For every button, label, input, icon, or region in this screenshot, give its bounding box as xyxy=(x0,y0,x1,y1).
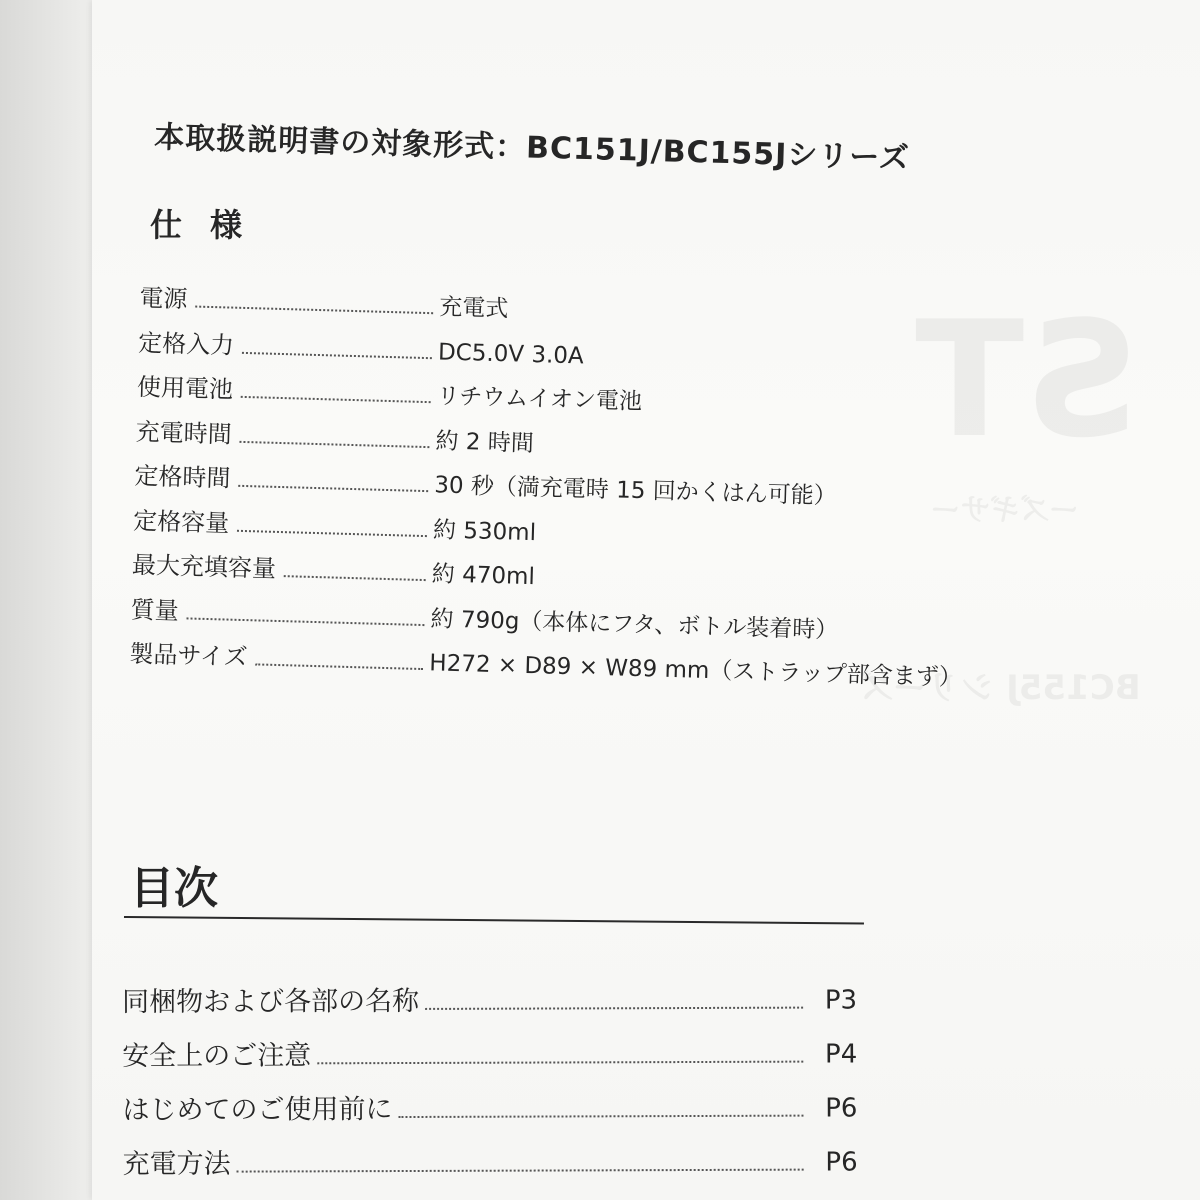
spec-label: 製品サイズ xyxy=(129,639,248,672)
toc-item-label: はじめてのご使用前に xyxy=(122,1094,393,1126)
toc-item xyxy=(122,977,857,1034)
spec-list xyxy=(129,278,1060,704)
leader-dots xyxy=(242,350,432,358)
leader-dots xyxy=(255,662,423,670)
spec-label: 使用電池 xyxy=(136,372,234,404)
show-through-ghost-text: ーズギサー xyxy=(930,493,1079,528)
spec-value: 約 2 時間 xyxy=(435,427,535,457)
toc-item-page: P4 xyxy=(824,1039,858,1070)
toc-item-label: 同梱物および各部の名称 xyxy=(122,985,420,1018)
spec-label: 定格容量 xyxy=(132,506,230,538)
page-title: 本取扱説明書の対象形式：BC151J/BC155Jシリーズ xyxy=(153,119,911,177)
spec-value: 約 790g（本体にフタ、ボトル装着時） xyxy=(430,605,839,644)
leader-dots xyxy=(186,616,424,626)
spec-heading: 仕様 xyxy=(150,206,271,244)
spec-value: 約 530ml xyxy=(432,516,537,546)
toc-heading: 目次 xyxy=(130,863,218,914)
spec-label: 充電時間 xyxy=(135,417,233,449)
spec-value: 充電式 xyxy=(438,294,509,323)
leader-dots xyxy=(241,395,431,403)
leader-dots xyxy=(284,574,426,581)
leader-dots xyxy=(237,528,427,536)
toc-item-page: P6 xyxy=(825,1147,858,1178)
leader-dots xyxy=(237,1168,804,1173)
spec-value: 30 秒（満充電時 15 回かくはん可能） xyxy=(433,472,838,510)
adjacent-page-edge xyxy=(0,0,95,1200)
toc-list xyxy=(122,977,858,1196)
toc-item xyxy=(123,1139,858,1196)
leader-dots xyxy=(239,439,429,447)
spec-label: 定格時間 xyxy=(134,461,231,493)
spec-value: H272 × D89 × W89 mm（ストラップ部含まず） xyxy=(428,650,963,692)
toc-item-page: P3 xyxy=(824,985,858,1016)
toc-item-label: 充電方法 xyxy=(122,1148,231,1180)
toc-item-page: P6 xyxy=(825,1093,858,1124)
leader-dots xyxy=(238,484,428,492)
spec-label: 定格入力 xyxy=(137,328,235,360)
spec-label: 電源 xyxy=(139,283,188,314)
spec-label: 質量 xyxy=(130,595,180,625)
leader-dots xyxy=(317,1060,803,1065)
leader-dots xyxy=(425,1006,803,1010)
spec-label: 最大充填容量 xyxy=(131,550,277,583)
leader-dots xyxy=(398,1114,803,1118)
toc-item-label: 安全上のご注意 xyxy=(122,1040,312,1072)
spec-value: DC5.0V 3.0A xyxy=(437,338,585,369)
show-through-ghost: ST xyxy=(915,286,1140,473)
spec-value: 約 470ml xyxy=(431,561,536,591)
toc-item xyxy=(122,1085,857,1142)
toc-item xyxy=(122,1031,857,1088)
leader-dots xyxy=(195,305,433,315)
show-through-ghost-model: BC155J シリーズ xyxy=(860,668,1141,708)
spec-value: リチウムイオン電池 xyxy=(436,383,643,416)
